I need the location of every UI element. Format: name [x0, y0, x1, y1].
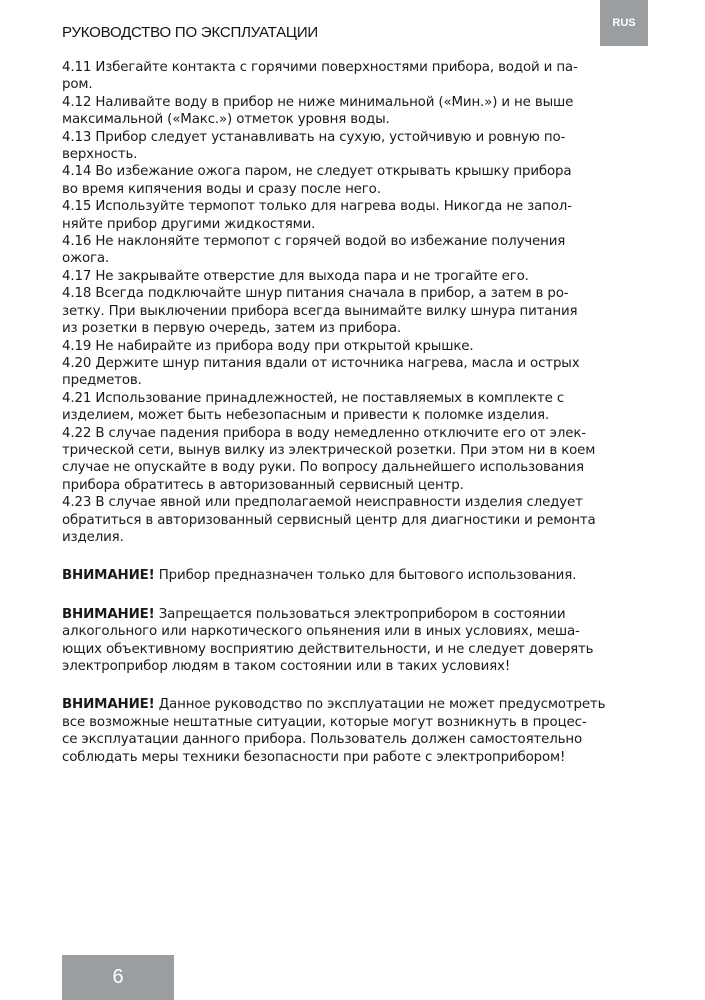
text-line: 4.22 В случае падения прибора в воду немедленно отключите его от элек-	[62, 425, 586, 441]
text-line: трической сети, вынув вилку из электрической розетки. При этом ни в коем	[62, 442, 596, 458]
page-number-tab	[62, 955, 174, 1000]
text-line: 4.12 Наливайте воду в прибор не ниже минимальной («Мин.») и не выше	[62, 94, 574, 110]
text-line: верхность.	[62, 147, 138, 163]
language-label: RUS	[612, 17, 636, 29]
warning-label: ВНИМАНИЕ!	[62, 606, 155, 622]
paragraph-gap	[62, 546, 648, 567]
text-line: прибора обратитесь в авторизованный сервисный центр.	[62, 477, 464, 493]
text-line: изделием, может быть небезопасным и привести к поломке изделия.	[62, 408, 550, 424]
text-line: 4.18 Всегда подключайте шнур питания сначала в прибор, а затем в ро-	[62, 286, 569, 302]
warning-text: Данное руководство по эксплуатации не может предусмотреть	[154, 697, 606, 713]
warning-line: электроприбор людям в таком состоянии или в таких условиях!	[62, 659, 511, 674]
page-content	[62, 59, 648, 766]
warning-label: ВНИМАНИЕ!	[62, 568, 155, 584]
text-line: зетку. При выключении прибора всегда вынимайте вилку шнура питания	[62, 303, 578, 319]
text-line: 4.11 Избегайте контакта с горячими поверхностями прибора, водой и па-	[62, 60, 578, 75]
text-line: 4.19 Не набирайте из прибора воду при открытой крышке.	[62, 338, 474, 354]
text-line: 4.23 В случае явной или предполагаемой неисправности изделия следует	[62, 495, 583, 511]
text-line: ром.	[62, 77, 93, 93]
warning-line: алкогольного или наркотического опьянения или в иных условиях, меша-	[62, 624, 580, 640]
text-line: 4.15 Используйте термопот только для нагрева воды. Никогда не запол-	[62, 199, 572, 215]
paragraph-gap	[62, 585, 648, 606]
text-line: предметов.	[62, 373, 142, 389]
text-line: 4.17 Не закрывайте отверстие для выхода пара и не трогайте его.	[62, 268, 529, 284]
text-line: изделия.	[62, 529, 124, 545]
text-line: няйте прибор другими жидкостями.	[62, 216, 316, 232]
text-line: 4.20 Держите шнур питания вдали от источника нагрева, масла и острых	[62, 355, 580, 371]
text-line: 4.14 Во избежание ожога паром, не следует открывать крышку прибора	[62, 164, 572, 180]
warning-label: ВНИМАНИЕ!	[62, 697, 155, 713]
text-line: 4.13 Прибор следует устанавливать на сухую, устойчивую и ровную по-	[62, 129, 566, 145]
page-number: 6	[112, 966, 124, 988]
header-title: РУКОВОДСТВО ПО ЭКСПЛУАТАЦИИ	[62, 24, 318, 41]
warning-line	[62, 606, 648, 623]
warning-line: се эксплуатации данного прибора. Пользователь должен самостоятельно	[62, 732, 583, 748]
warning-text: Прибор предназначен только для бытового использования.	[154, 568, 577, 584]
text-line: ожога.	[62, 251, 110, 267]
text-line: 4.16 Не наклоняйте термопот с горячей водой во избежание получения	[62, 234, 566, 250]
warning-intoxication	[62, 606, 648, 676]
warning-line	[62, 696, 648, 713]
warning-text: Запрещается пользоваться электроприбором в состоянии	[154, 606, 566, 622]
warning-line: соблюдать меры техники безопасности при работе с электроприбором!	[62, 749, 566, 765]
text-line: случае не опускайте в воду руки. По вопросу дальнейшего использования	[62, 460, 584, 476]
text-line: во время кипячения воды и сразу после него.	[62, 181, 381, 197]
paragraph-gap	[62, 675, 648, 696]
text-line: максимальной («Макс.») отметок уровня воды.	[62, 112, 390, 128]
warning-line: все возможные нештатные ситуации, которые могут возникнуть в процес-	[62, 714, 587, 730]
text-line: 4.21 Использование принадлежностей, не поставляемых в комплекте с	[62, 390, 565, 406]
text-line: из розетки в первую очередь, затем из прибора.	[62, 321, 401, 337]
language-tab	[600, 0, 648, 46]
warning-safety-precautions	[62, 696, 648, 766]
warning-line: ющих объективному восприятию действительности, и не следует доверять	[62, 641, 594, 657]
text-line: обратиться в авторизованный сервисный центр для диагностики и ремонта	[62, 512, 596, 528]
warning-household-use	[62, 567, 648, 584]
